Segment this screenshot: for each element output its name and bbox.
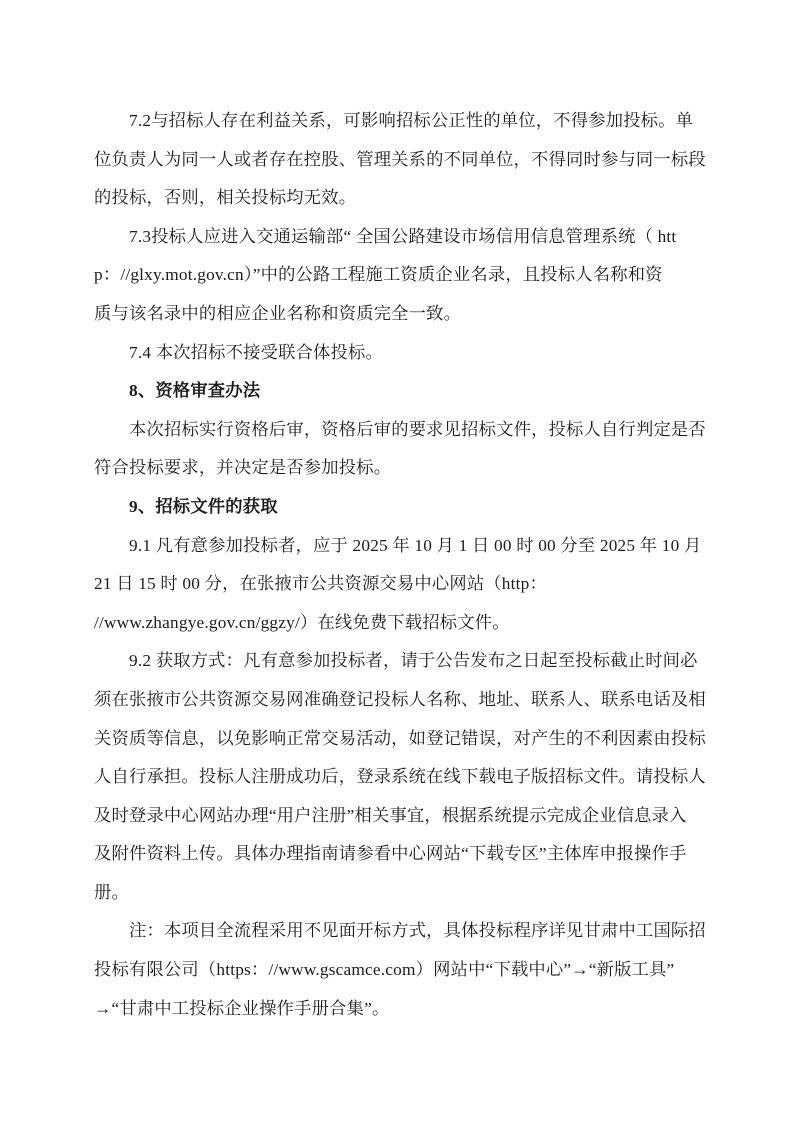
text-line: 9.1 凡有意参加投标者，应于 2025 年 10 月 1 日 00 时 00 分至 2025 年 10 月 — [129, 535, 702, 555]
paragraph-7-4 — [94, 334, 708, 373]
text-line: 7.4 本次招标不接受联合体投标。 — [129, 342, 383, 362]
document-body — [94, 102, 708, 1028]
text-line: 本次招标实行资格后审，资格后审的要求见招标文件，投标人自行判定是否 — [129, 419, 706, 439]
text-line: 21 日 15 时 00 分，在张掖市公共资源交易中心网站（http： — [94, 574, 547, 594]
section-heading-8 — [94, 372, 708, 411]
text-line: 符合投标要求，并决定是否参加投标。 — [94, 458, 392, 478]
text-line: 关资质等信息，以免影响正常交易活动，如登记错误，对产生的不利因素由投标 — [94, 728, 706, 748]
text-line: 7.2与招标人存在利益关系，可影响招标公正性的单位，不得参加投标。单 — [129, 111, 694, 130]
text-line: 质与该名录中的相应企业名称和资质完全一致。 — [94, 303, 462, 323]
paragraph-9-1 — [94, 527, 708, 643]
paragraph-note — [94, 912, 708, 1028]
text-line: 册。 — [94, 882, 129, 902]
section-heading-9 — [94, 488, 708, 527]
text-line: →“甘肃中工投标企业操作手册合集”。 — [94, 998, 390, 1018]
text-line: 的投标，否则，相关投标均无效。 — [94, 188, 357, 208]
paragraph-7-3 — [94, 218, 708, 334]
text-line: 注：本项目全流程采用不见面开标方式，具体投标程序详见甘肃中工国际招 — [129, 921, 706, 941]
paragraph-8-1 — [94, 411, 708, 488]
text-line: 7.3投标人应进入交通运输部“ 全国公路建设市场信用信息管理系统（ htt — [129, 226, 677, 246]
heading-text: 8、资格审查办法 — [129, 381, 261, 401]
text-line: p：//glxy.mot.gov.cn）”中的公路工程施工资质企业名录，且投标人名称和资 — [94, 265, 663, 285]
text-line: 位负责人为同一人或者存在控股、管理关系的不同单位，不得同时参与同一标段 — [94, 149, 706, 169]
text-line: 人自行承担。投标人注册成功后，登录系统在线下载电子版招标文件。请投标人 — [94, 767, 706, 787]
paragraph-7-2 — [94, 102, 708, 218]
text-line: 投标有限公司（https：//www.gscamce.com）网站中“下载中心”→“新版工具” — [94, 960, 675, 980]
text-line: 须在张掖市公共资源交易网准确登记投标人名称、地址、联系人、联系电话及相 — [94, 689, 706, 709]
text-line: 及时登录中心网站办理“用户注册”相关事宜，根据系统提示完成企业信息录入 — [94, 805, 687, 825]
text-line: 及附件资料上传。具体办理指南请参看中心网站“下载专区”主体库申报操作手 — [94, 844, 687, 864]
text-line: 9.2 获取方式：凡有意参加投标者，请于公告发布之日起至投标截止时间必 — [129, 651, 698, 671]
heading-text: 9、招标文件的获取 — [129, 496, 278, 516]
text-line: //www.zhangye.gov.cn/ggzy/）在线免费下载招标文件。 — [94, 612, 510, 632]
paragraph-9-2 — [94, 642, 708, 912]
